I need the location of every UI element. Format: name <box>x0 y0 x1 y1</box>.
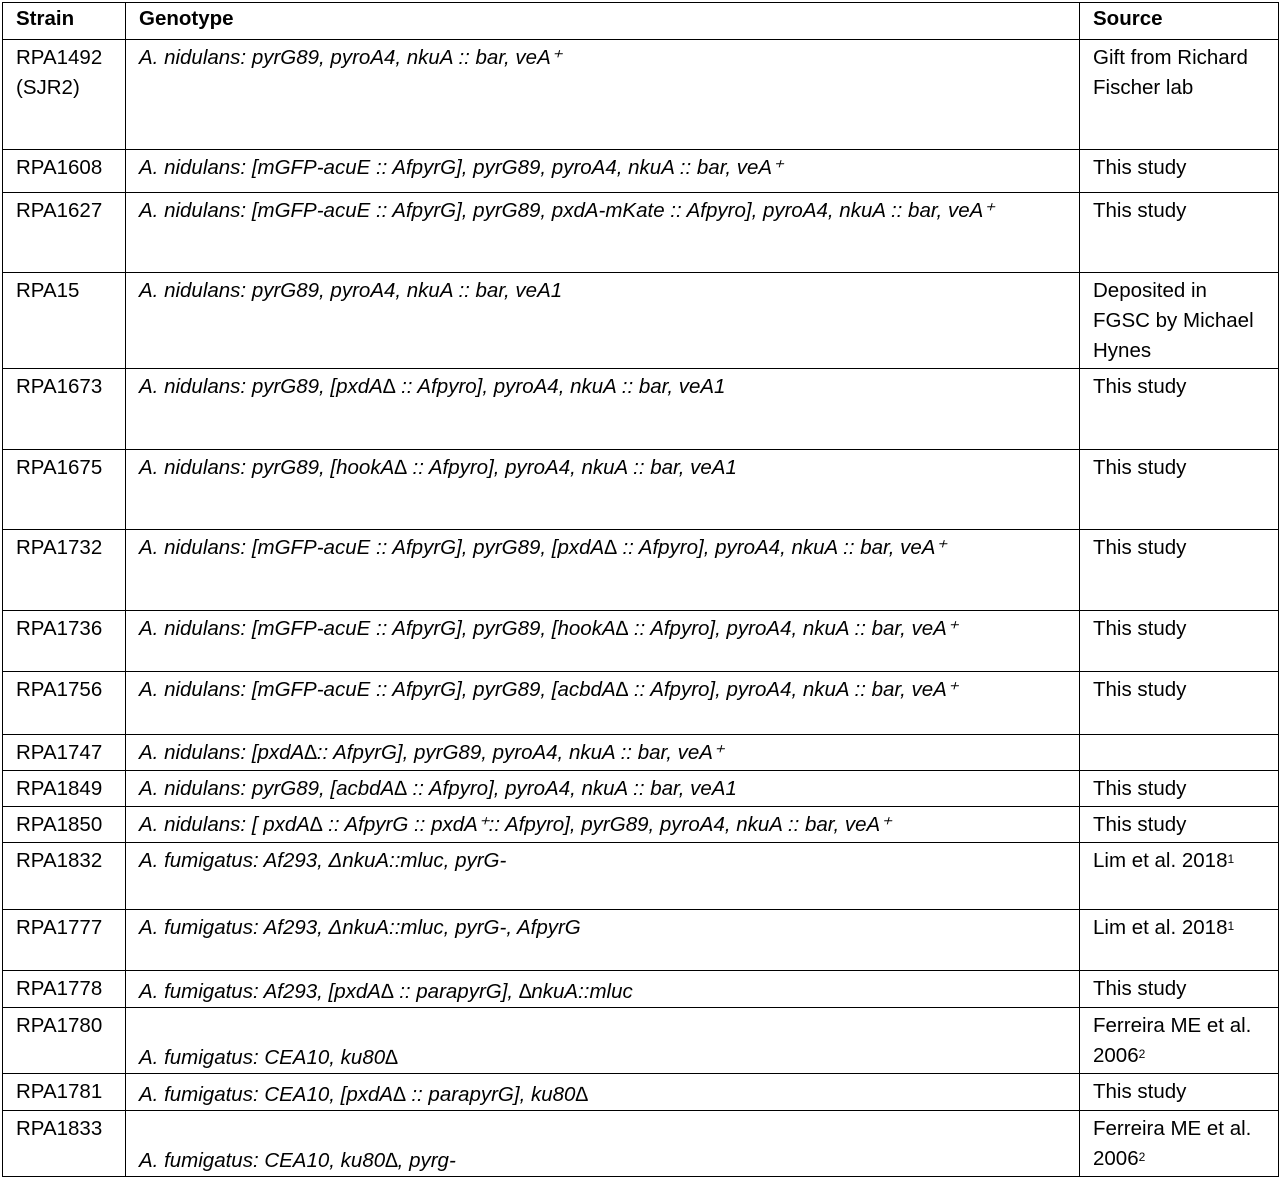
genotype-cell: A. nidulans: pyrG89, [pxdA∆ :: Afpyro], pyroA4, nkuA :: bar, veA1 <box>126 369 1080 450</box>
table-row <box>3 1074 1279 1111</box>
source-cell: This study <box>1080 611 1279 672</box>
genotype-cell: A. fumigatus: CEA10, [pxdA∆ :: parapyrG], ku80∆ <box>126 1074 1080 1111</box>
genotype-cell: A. nidulans: [mGFP-acuE :: AfpyrG], pyrG89, [hookA∆ :: Afpyro], pyroA4, nkuA :: bar, veA⁺ <box>126 611 1080 672</box>
strain-cell: RPA1833 <box>3 1111 126 1177</box>
source-cell: This study <box>1080 672 1279 735</box>
header-strain: Strain <box>3 3 126 40</box>
table-row <box>3 193 1279 273</box>
table-row <box>3 735 1279 771</box>
genotype-cell: A. nidulans: pyrG89, [hookA∆ :: Afpyro], pyroA4, nkuA :: bar, veA1 <box>126 450 1080 530</box>
genotype-cell: A. nidulans: [mGFP-acuE :: AfpyrG], pyrG89, [acbdA∆ :: Afpyro], pyroA4, nkuA :: bar, veA⁺ <box>126 672 1080 735</box>
strain-cell: RPA1781 <box>3 1074 126 1111</box>
strain-cell: RPA1747 <box>3 735 126 771</box>
table-row <box>3 843 1279 910</box>
source-cell: This study <box>1080 369 1279 450</box>
strain-cell: RPA1673 <box>3 369 126 450</box>
genotype-cell: A. nidulans: pyrG89, pyroA4, nkuA :: bar, veA1 <box>126 273 1080 369</box>
genotype-cell: A. nidulans: pyrG89, [acbdA∆ :: Afpyro], pyroA4, nkuA :: bar, veA1 <box>126 771 1080 807</box>
genotype-cell: A. fumigatus: Af293, [pxdA∆ :: parapyrG], ∆nkuA::mluc <box>126 971 1080 1008</box>
source-cell: This study <box>1080 771 1279 807</box>
source-cell: Deposited in FGSC by Michael Hynes <box>1080 273 1279 369</box>
strain-cell: RPA1736 <box>3 611 126 672</box>
reference-marker: 1 <box>1227 852 1235 866</box>
strain-cell: RPA1675 <box>3 450 126 530</box>
table-row <box>3 807 1279 843</box>
table-row <box>3 369 1279 450</box>
table-row <box>3 672 1279 735</box>
table-row <box>3 1111 1279 1177</box>
strain-cell: RPA1492 (SJR2) <box>3 40 126 150</box>
strain-cell: RPA1627 <box>3 193 126 273</box>
genotype-cell: A. nidulans: [ pxdA∆ :: AfpyrG :: pxdA⁺:: Afpyro], pyrG89, pyroA4, nkuA :: bar, veA⁺ <box>126 807 1080 843</box>
strain-cell: RPA1778 <box>3 971 126 1008</box>
header-genotype: Genotype <box>126 3 1080 40</box>
strain-cell: RPA1849 <box>3 771 126 807</box>
genotype-cell: A. fumigatus: Af293, ΔnkuA::mluc, pyrG-, AfpyrG <box>126 910 1080 971</box>
table-row <box>3 611 1279 672</box>
table-row <box>3 771 1279 807</box>
table-row <box>3 1008 1279 1074</box>
genotype-cell: A. nidulans: [mGFP-acuE :: AfpyrG], pyrG89, pxdA-mKate :: Afpyro], pyroA4, nkuA :: bar, veA⁺ <box>126 193 1080 273</box>
source-cell <box>1080 735 1279 771</box>
source-text: Lim et al. 2018 <box>1093 916 1228 939</box>
source-text: Ferreira ME et al. 2006 <box>1093 1014 1252 1067</box>
strain-cell: RPA1850 <box>3 807 126 843</box>
source-text: Lim et al. 2018 <box>1093 849 1228 872</box>
source-cell <box>1080 843 1279 910</box>
source-cell <box>1080 1111 1279 1177</box>
source-cell: This study <box>1080 1074 1279 1111</box>
strain-cell: RPA1732 <box>3 530 126 611</box>
source-cell: This study <box>1080 150 1279 193</box>
source-cell: This study <box>1080 193 1279 273</box>
source-cell: This study <box>1080 807 1279 843</box>
genotype-cell: A. fumigatus: CEA10, ku80∆ <box>126 1008 1080 1074</box>
strain-cell: RPA1780 <box>3 1008 126 1074</box>
table-row <box>3 450 1279 530</box>
table-row <box>3 273 1279 369</box>
genotype-cell: A. nidulans: [mGFP-acuE :: AfpyrG], pyrG89, pyroA4, nkuA :: bar, veA⁺ <box>126 150 1080 193</box>
genotype-cell: A. nidulans: pyrG89, pyroA4, nkuA :: bar, veA⁺ <box>126 40 1080 150</box>
source-cell: Gift from Richard Fischer lab <box>1080 40 1279 150</box>
genotype-cell: A. fumigatus: CEA10, ku80∆, pyrg- <box>126 1111 1080 1177</box>
genotype-cell: A. nidulans: [mGFP-acuE :: AfpyrG], pyrG89, [pxdA∆ :: Afpyro], pyroA4, nkuA :: bar, veA⁺ <box>126 530 1080 611</box>
strain-cell: RPA1756 <box>3 672 126 735</box>
strain-cell: RPA1777 <box>3 910 126 971</box>
table-row <box>3 910 1279 971</box>
table-row <box>3 150 1279 193</box>
header-source: Source <box>1080 3 1279 40</box>
header-row <box>3 3 1279 40</box>
table-row <box>3 530 1279 611</box>
reference-marker: 2 <box>1138 1047 1146 1061</box>
genotype-cell: A. fumigatus: Af293, ΔnkuA::mluc, pyrG- <box>126 843 1080 910</box>
source-cell: This study <box>1080 530 1279 611</box>
source-cell: This study <box>1080 971 1279 1008</box>
table-row <box>3 971 1279 1008</box>
source-cell: This study <box>1080 450 1279 530</box>
reference-marker: 1 <box>1227 919 1235 933</box>
strain-table <box>2 2 1279 1177</box>
table-row <box>3 40 1279 150</box>
strain-cell: RPA15 <box>3 273 126 369</box>
source-cell <box>1080 910 1279 971</box>
reference-marker: 2 <box>1138 1150 1146 1164</box>
source-text: Ferreira ME et al. 2006 <box>1093 1117 1252 1170</box>
strain-cell: RPA1608 <box>3 150 126 193</box>
source-cell <box>1080 1008 1279 1074</box>
strain-cell: RPA1832 <box>3 843 126 910</box>
genotype-cell: A. nidulans: [pxdA∆:: AfpyrG], pyrG89, pyroA4, nkuA :: bar, veA⁺ <box>126 735 1080 771</box>
